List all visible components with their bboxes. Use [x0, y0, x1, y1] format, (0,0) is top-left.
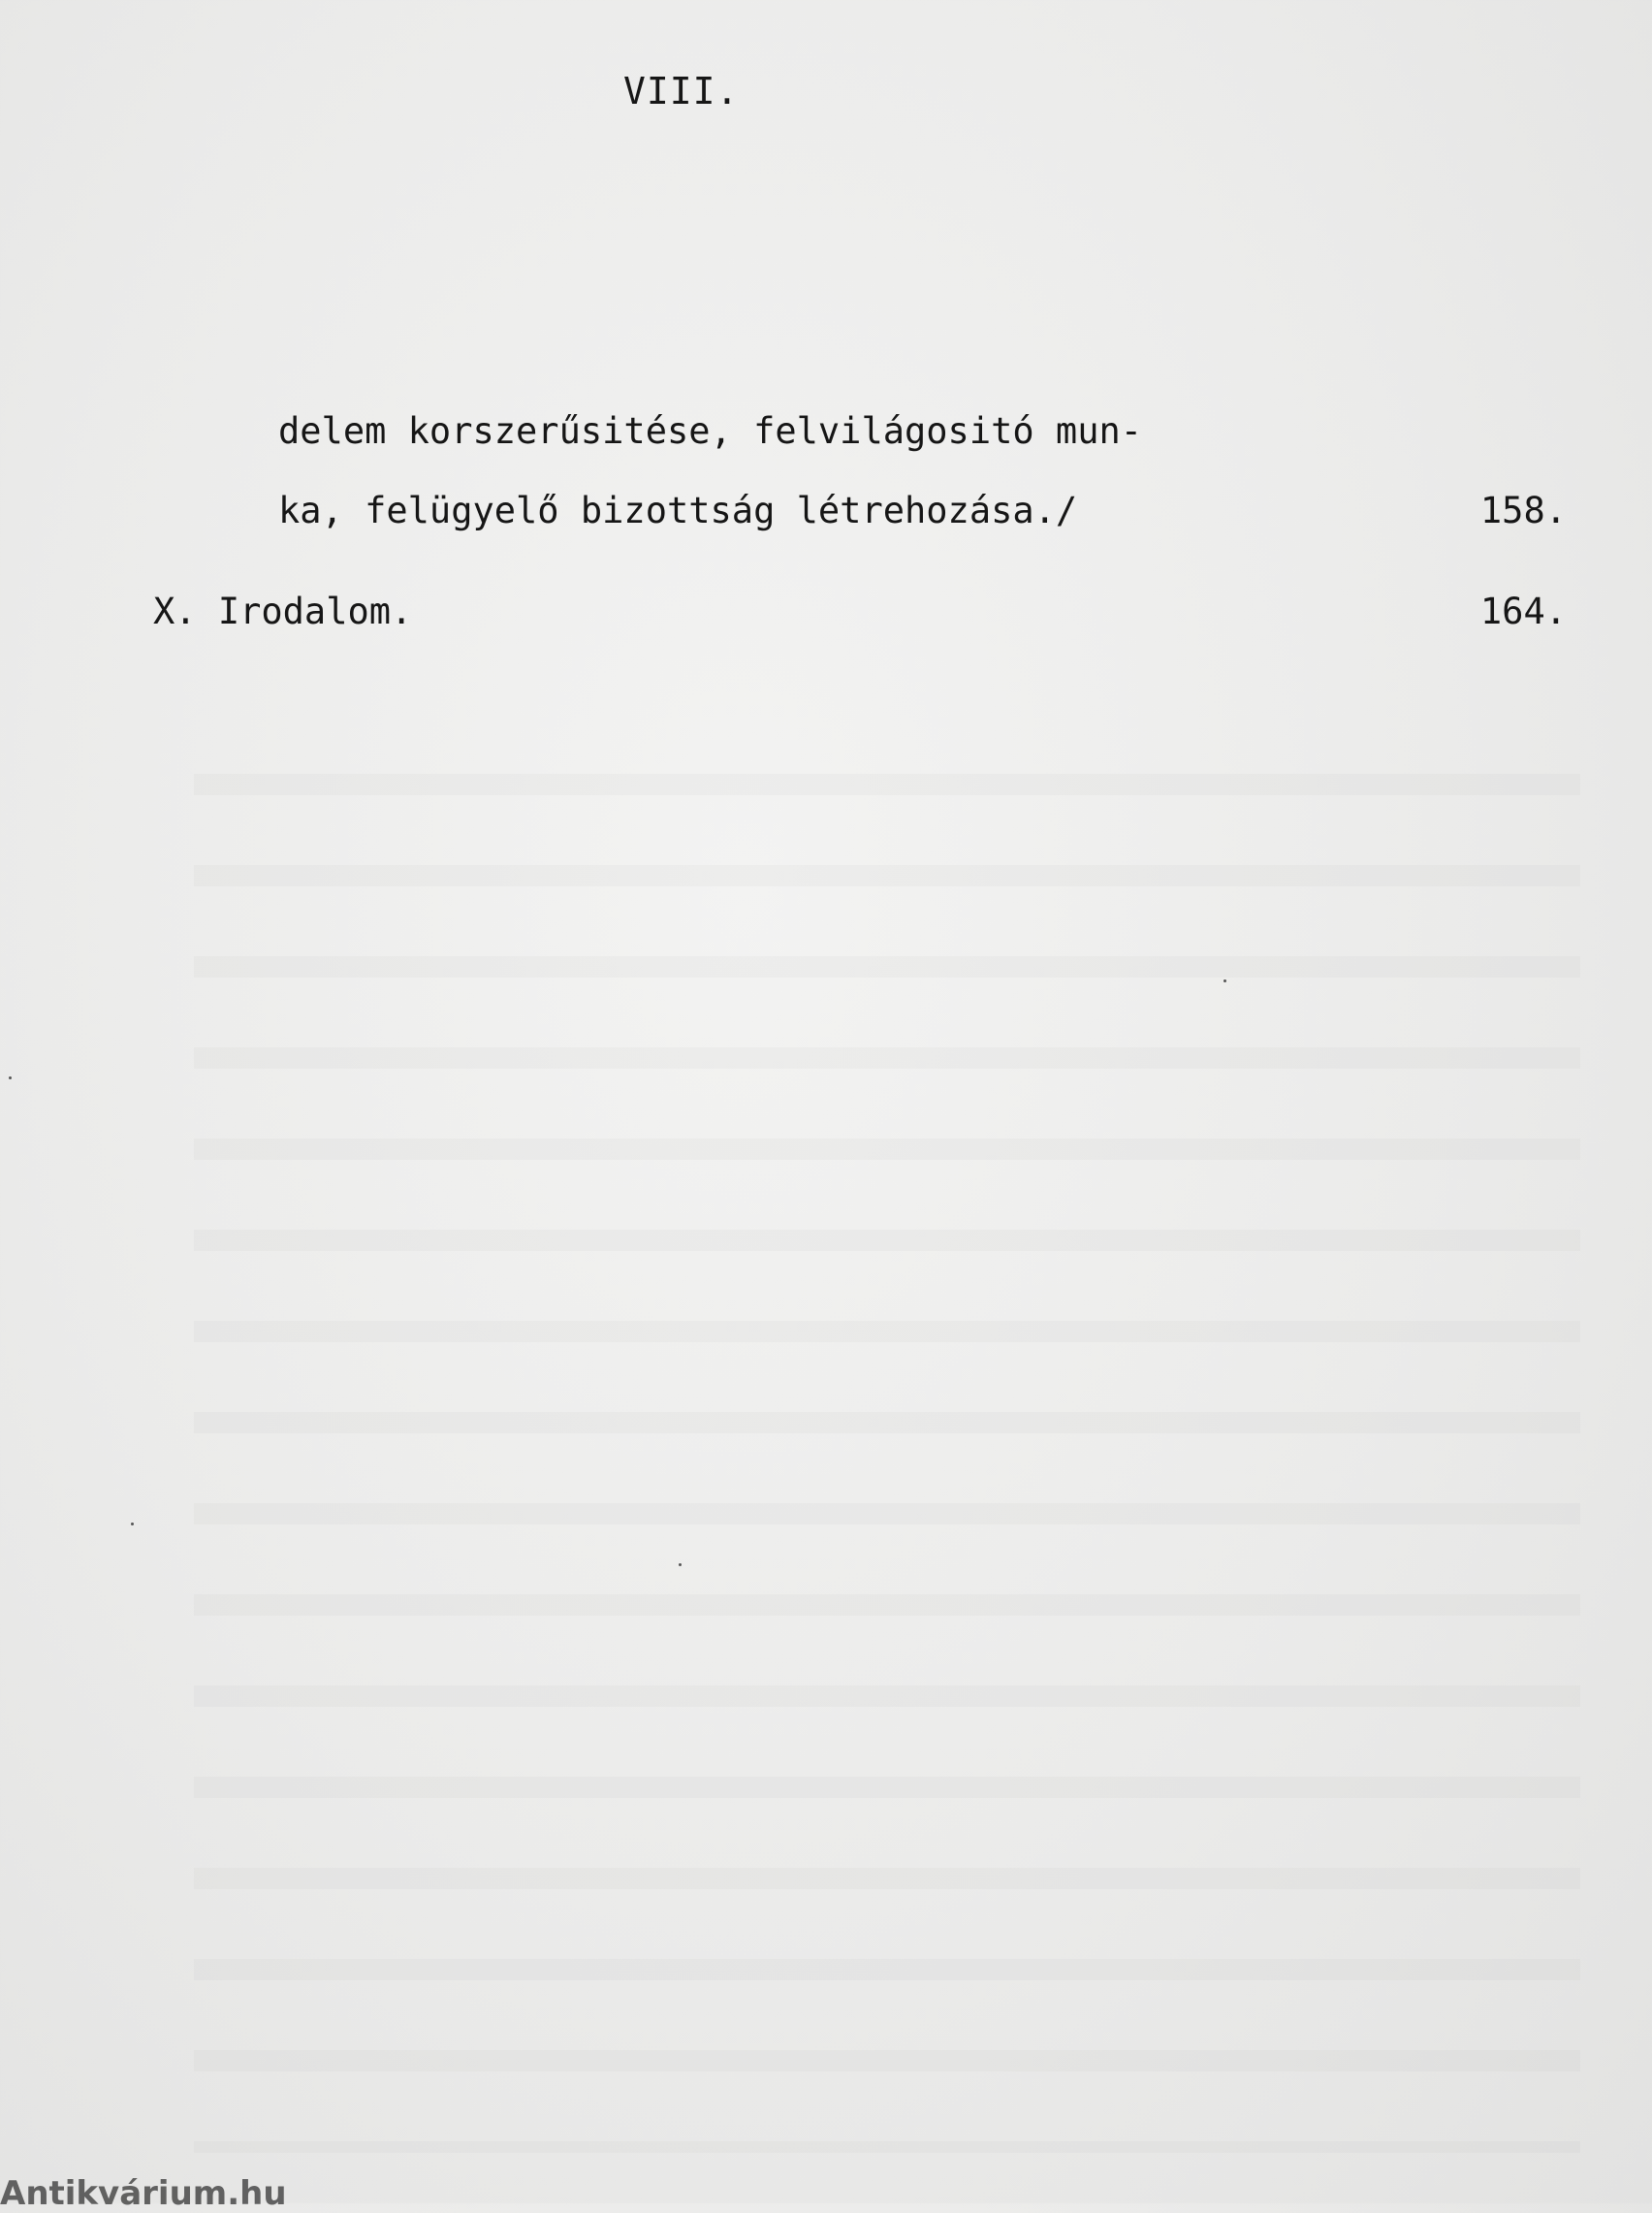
watermark-logo: Antikvárium.hu — [0, 2174, 287, 2213]
toc-entry-irodalom: X. Irodalom. — [153, 591, 413, 632]
toc-continuation-line-1: delem korszerűsitése, felvilágositó mun- — [278, 410, 1143, 452]
toc-continuation-line-2: ka, felügyelő bizottság létrehozása./ — [278, 490, 1078, 531]
page-number: VIII. — [623, 70, 740, 112]
paper-speck — [1223, 979, 1226, 982]
paper-speck — [679, 1563, 682, 1566]
toc-continuation-page-number: 158. — [1479, 490, 1567, 531]
show-through-background — [194, 718, 1580, 2153]
paper-speck — [131, 1523, 134, 1525]
toc-entry-irodalom-page-number: 164. — [1479, 591, 1567, 632]
paper-speck — [9, 1076, 12, 1079]
